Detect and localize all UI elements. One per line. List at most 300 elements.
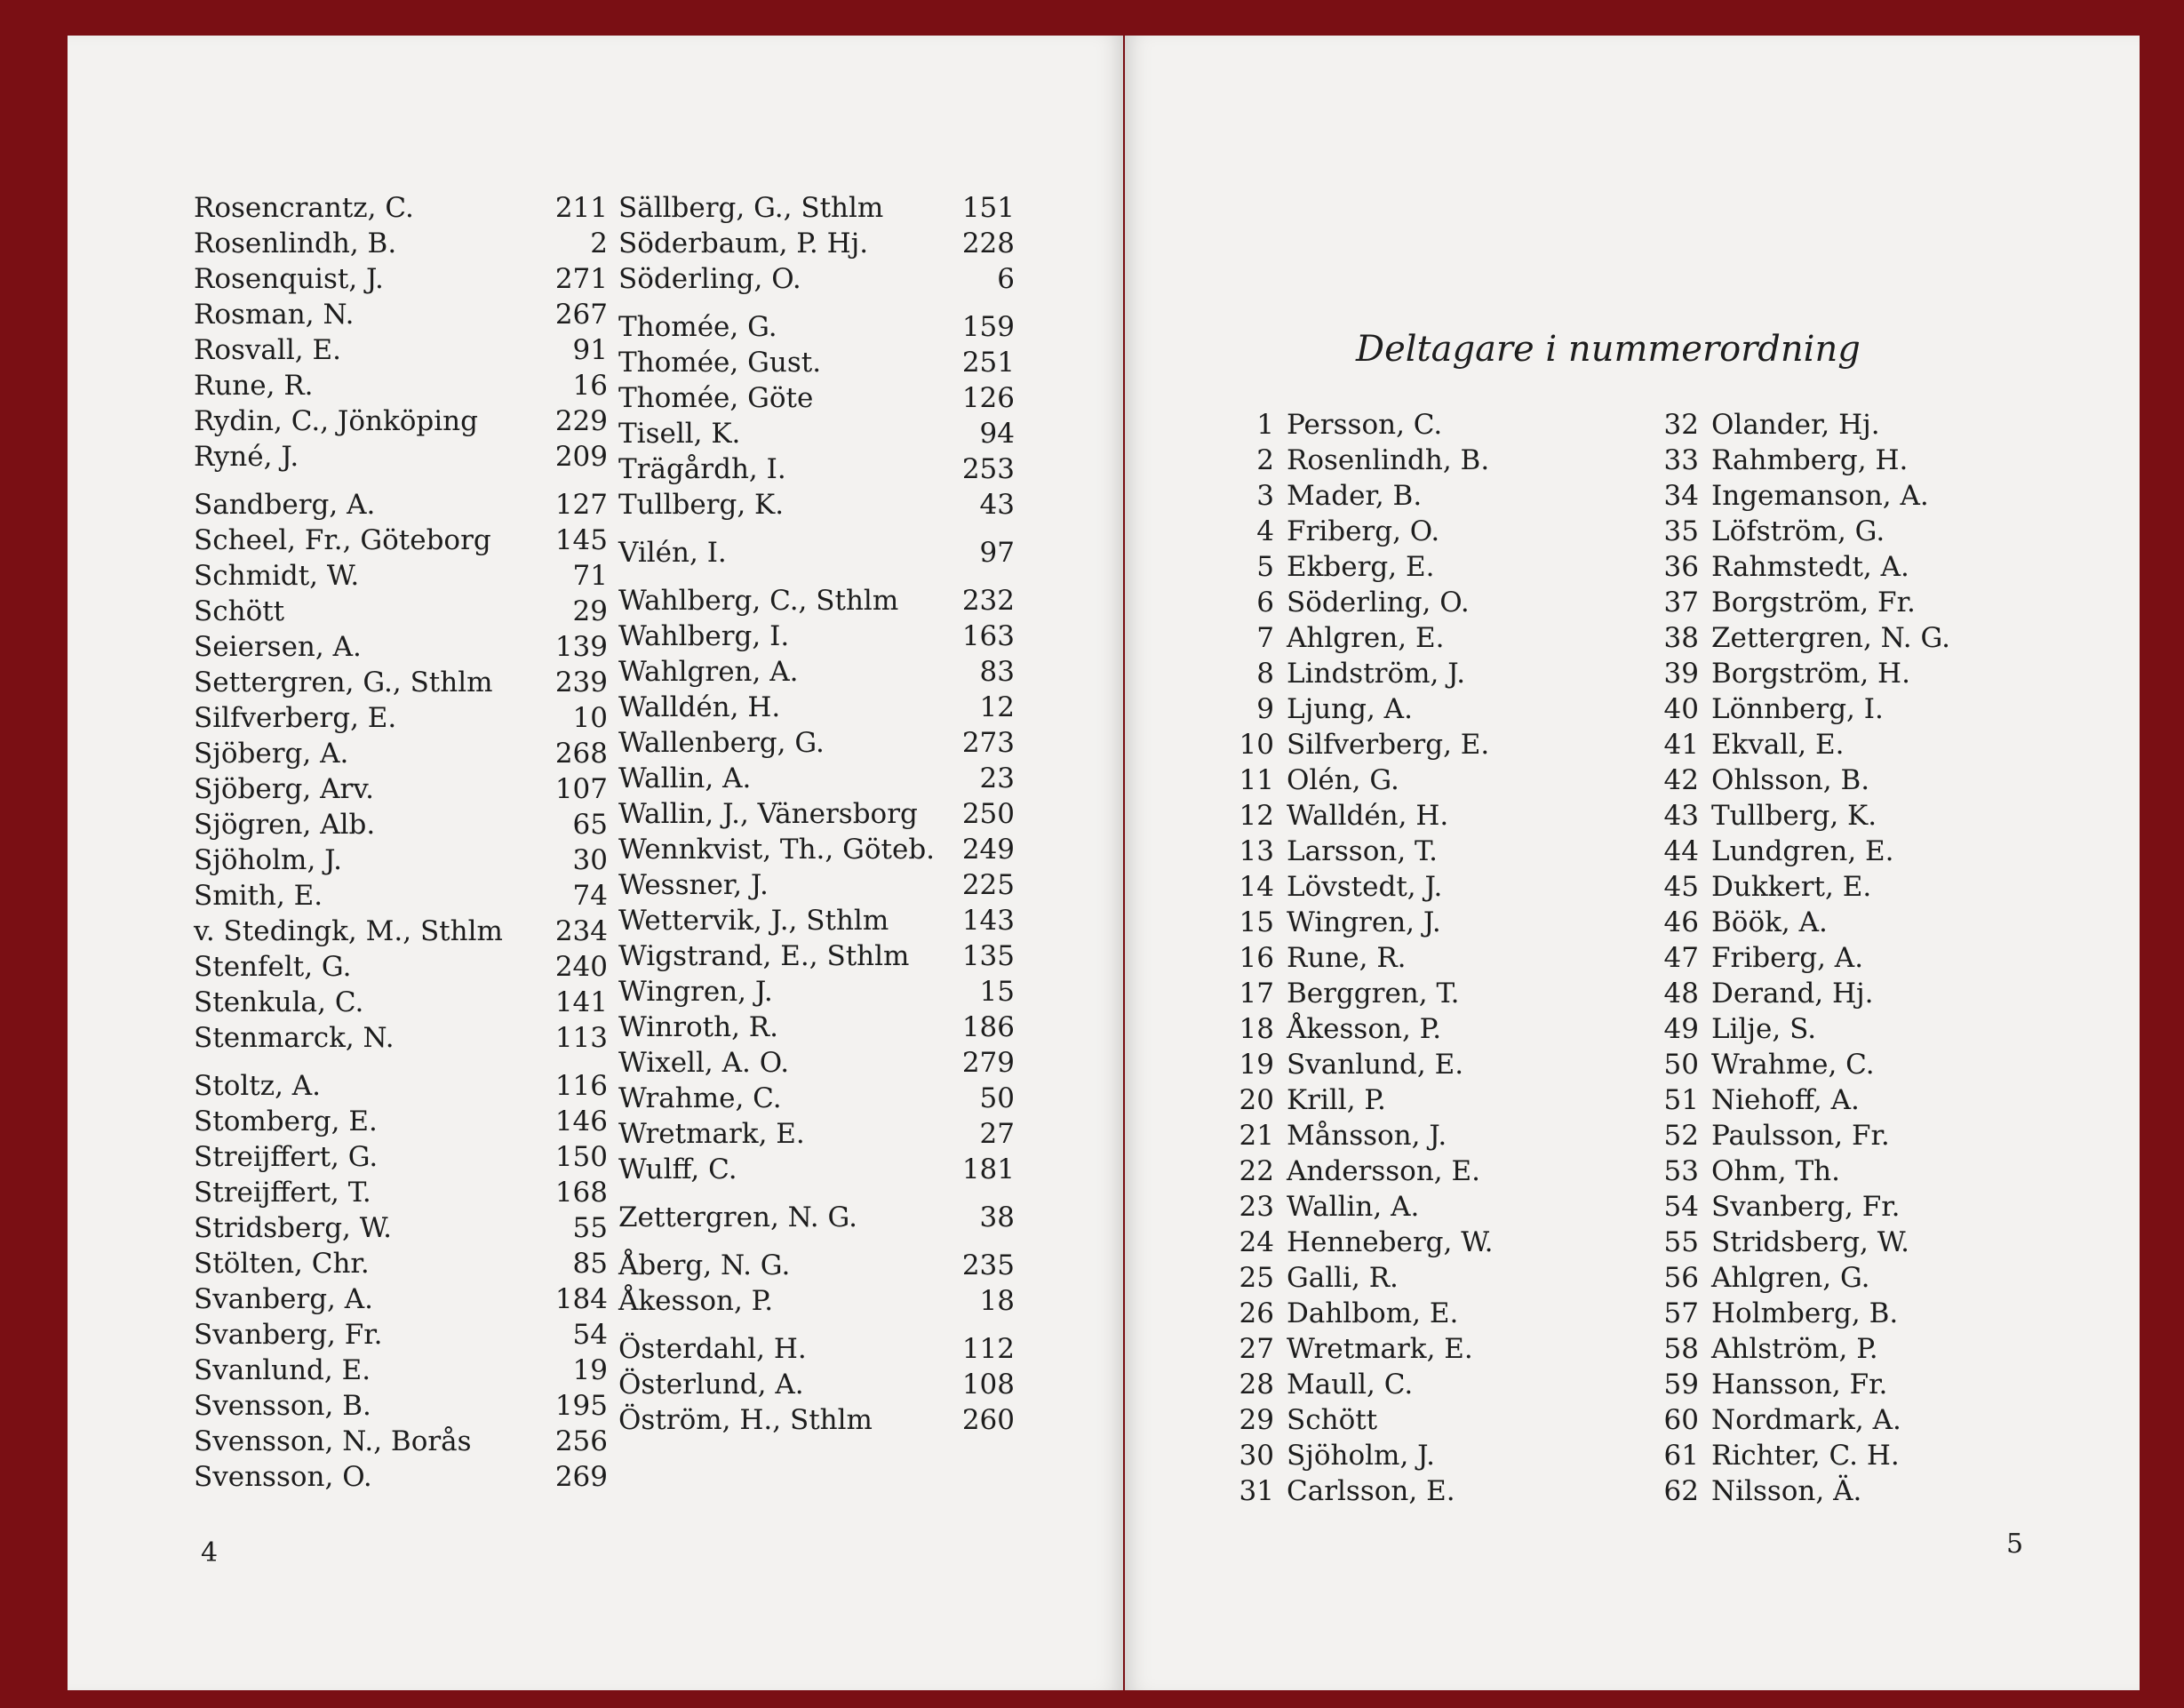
participant-number: 32 [1663,409,1699,441]
entry-number: 251 [961,347,1015,379]
index-entry [194,949,608,985]
participant-number: 19 [1239,1049,1274,1081]
entry-name: v. Stedingk, M., Sthlm [194,915,503,947]
index-entry [194,1175,608,1210]
entry-number: 249 [961,834,1015,866]
entry-name: Wrahme, C. [618,1082,782,1114]
participant-entry [1647,1082,2038,1118]
entry-number: 267 [554,299,608,331]
index-entry [618,416,1015,451]
index-entry [618,796,1015,832]
participant-number: 2 [1256,444,1274,476]
entry-number: 186 [961,1011,1015,1043]
participant-number: 13 [1239,835,1274,867]
entry-name: Thomée, Gust. [618,347,822,379]
entry-name: Rune, R. [194,370,314,402]
participant-entry [1647,727,2038,762]
entry-name: Åberg, N. G. [618,1249,791,1281]
participant-number: 27 [1239,1333,1274,1365]
index-entry [618,654,1015,690]
participant-name: Åkesson, P. [1287,1013,1442,1045]
participant-entry [1223,798,1614,834]
entry-name: Wennkvist, Th., Göteb. [618,834,936,866]
entry-number: 159 [961,311,1015,343]
participant-number: 10 [1239,729,1274,761]
participant-number: 8 [1256,658,1274,690]
participant-number: 60 [1663,1404,1699,1436]
participant-number: 50 [1663,1049,1699,1081]
participant-name: Dukkert, E. [1711,871,1872,903]
index-entry [618,380,1015,416]
entry-number: 273 [961,727,1015,759]
entry-name: Rosencrantz, C. [194,192,414,224]
entry-number: 195 [554,1390,608,1422]
participant-entry [1223,443,1614,478]
entry-name: Sjöberg, Arv. [194,773,374,805]
participant-entry [1223,656,1614,691]
participant-number: 33 [1663,444,1699,476]
participant-entry [1647,1438,2038,1473]
participant-name: Schött [1287,1404,1378,1436]
entry-number: 181 [961,1153,1015,1185]
index-entry [618,1200,1015,1235]
entry-number: 30 [572,844,608,876]
index-entry [618,974,1015,1010]
index-entry [618,535,1015,571]
entry-number: 141 [554,986,608,1018]
participant-entry [1647,549,2038,585]
participant-entry [1223,834,1614,869]
entry-number: 27 [979,1118,1015,1150]
participant-name: Svanberg, Fr. [1711,1191,1901,1223]
index-entry [618,1152,1015,1187]
entry-name: Wretmark, E. [618,1118,805,1150]
participant-name: Niehoff, A. [1711,1084,1860,1116]
entry-name: Sandberg, A. [194,489,376,521]
entry-name: Thomée, Göte [618,382,814,414]
entry-name: Wallin, A. [618,762,752,794]
participant-name: Ahlström, P. [1711,1333,1878,1365]
participant-number: 51 [1663,1084,1699,1116]
index-entry [618,1248,1015,1283]
entry-number: 279 [961,1047,1015,1079]
index-entry [194,1388,608,1424]
participant-name: Friberg, A. [1711,942,1864,974]
participant-number: 43 [1663,800,1699,832]
entry-name: Wigstrand, E., Sthlm [618,940,910,972]
index-entry [618,451,1015,487]
index-entry [618,690,1015,725]
participant-entry [1223,762,1614,798]
participant-name: Lövstedt, J. [1287,871,1443,903]
participant-entry [1223,1296,1614,1331]
entry-number: 12 [979,691,1015,723]
entry-name: Settergren, G., Sthlm [194,666,493,698]
participant-number: 21 [1239,1120,1274,1152]
entry-number: 38 [979,1201,1015,1233]
entry-number: 146 [554,1105,608,1137]
participant-entry [1223,1438,1614,1473]
participant-number: 6 [1256,587,1274,619]
entry-number: 271 [554,263,608,295]
participant-entry [1647,1011,2038,1047]
participant-name: Wrahme, C. [1711,1049,1875,1081]
participant-name: Söderling, O. [1287,587,1470,619]
index-entry [194,771,608,807]
index-entry [618,1367,1015,1402]
participant-entry [1647,1118,2038,1153]
participant-name: Hansson, Fr. [1711,1369,1888,1401]
participant-name: Rune, R. [1287,942,1407,974]
entry-number: 2 [590,227,608,259]
group-spacer [618,1235,1015,1248]
entry-name: Silfverberg, E. [194,702,397,734]
index-entry [194,842,608,878]
participant-entry [1647,1367,2038,1402]
entry-name: Åkesson, P. [618,1285,774,1317]
left-page [68,36,1123,1690]
entry-number: 240 [554,951,608,983]
index-entry [194,403,608,439]
participant-name: Månsson, J. [1287,1120,1447,1152]
index-entry [194,914,608,949]
entry-name: Wahlberg, I. [618,620,790,652]
participant-name: Ahlgren, G. [1711,1262,1870,1294]
entry-number: 139 [554,631,608,663]
index-entry [194,1210,608,1246]
entry-name: Österlund, A. [618,1369,804,1401]
participant-name: Sjöholm, J. [1287,1440,1436,1472]
participant-entry [1647,407,2038,443]
participant-name: Stridsberg, W. [1711,1226,1910,1258]
entry-name: Sjöberg, A. [194,738,349,770]
participant-name: Ohlsson, B. [1711,764,1870,796]
entry-number: 209 [554,441,608,473]
participant-number: 18 [1239,1013,1274,1045]
index-entry [194,1139,608,1175]
index-entry [618,1081,1015,1116]
index-entry [618,619,1015,654]
participant-name: Zettergren, N. G. [1711,622,1951,654]
index-entry [194,297,608,332]
participant-entry [1647,1296,2038,1331]
participant-name: Lundgren, E. [1711,835,1894,867]
index-entry [194,332,608,368]
participant-entry [1223,1331,1614,1367]
entry-number: 29 [572,595,608,627]
participant-name: Carlsson, E. [1287,1475,1455,1507]
participant-name: Henneberg, W. [1287,1226,1494,1258]
right-page [1125,36,2140,1690]
entry-name: Wahlberg, C., Sthlm [618,585,899,617]
index-entry [194,985,608,1020]
entry-number: 268 [554,738,608,770]
entry-number: 126 [961,382,1015,414]
index-entry [194,1281,608,1317]
participant-number: 54 [1663,1191,1699,1223]
index-entry [618,261,1015,297]
participant-name: Galli, R. [1287,1262,1399,1294]
participant-name: Andersson, E. [1287,1155,1480,1187]
participant-number: 36 [1663,551,1699,583]
participant-number: 1 [1256,409,1274,441]
entry-name: Tullberg, K. [618,489,785,521]
participant-number: 58 [1663,1333,1699,1365]
participant-entry [1647,834,2038,869]
participant-name: Maull, C. [1287,1369,1414,1401]
index-entry [194,1317,608,1353]
participant-entry [1223,1225,1614,1260]
participant-name: Ahlgren, E. [1287,622,1445,654]
entry-number: 163 [961,620,1015,652]
participant-name: Derand, Hj. [1711,978,1874,1010]
participant-number: 59 [1663,1369,1699,1401]
entry-number: 235 [961,1249,1015,1281]
index-entry [194,190,608,226]
entry-name: Trägårdh, I. [618,453,786,485]
index-entry [194,1459,608,1495]
participant-name: Holmberg, B. [1711,1297,1899,1329]
entry-number: 97 [979,537,1015,569]
entry-name: Svanberg, Fr. [194,1319,383,1351]
participant-number: 11 [1239,764,1274,796]
index-entry [618,190,1015,226]
participant-entry [1223,1260,1614,1296]
entry-number: 107 [554,773,608,805]
entry-number: 116 [554,1070,608,1102]
participant-number: 20 [1239,1084,1274,1116]
participant-entry [1223,1153,1614,1189]
participant-number: 7 [1256,622,1274,654]
participant-name: Larsson, T. [1287,835,1439,867]
participant-entry [1647,976,2038,1011]
entry-number: 10 [572,702,608,734]
entry-number: 43 [979,489,1015,521]
index-entry [194,700,608,736]
index-entry [194,878,608,914]
entry-name: Wingren, J. [618,976,773,1008]
index-entry [194,594,608,629]
entry-number: 65 [572,809,608,841]
participant-entry [1647,656,2038,691]
participant-number: 62 [1663,1475,1699,1507]
participant-name: Nordmark, A. [1711,1404,1901,1436]
participant-number: 5 [1256,551,1274,583]
index-entry [194,1424,608,1459]
entry-name: Wessner, J. [618,869,769,901]
right-column-2 [1647,407,2038,1509]
entry-name: Svensson, O. [194,1461,372,1493]
participant-entry [1647,1331,2038,1367]
entry-number: 256 [554,1425,608,1457]
participant-entry [1223,905,1614,940]
group-spacer [618,571,1015,583]
participant-entry [1647,1402,2038,1438]
entry-number: 23 [979,762,1015,794]
participant-entry [1223,1473,1614,1509]
participant-number: 61 [1663,1440,1699,1472]
participant-entry [1647,620,2038,656]
entry-number: 50 [979,1082,1015,1114]
entry-name: Stenmarck, N. [194,1022,395,1054]
participant-entry [1647,1473,2038,1509]
participant-entry [1647,1153,2038,1189]
participant-number: 28 [1239,1369,1274,1401]
index-entry [618,761,1015,796]
entry-number: 55 [572,1212,608,1244]
participant-number: 14 [1239,871,1274,903]
page-number-left: 4 [201,1537,219,1568]
entry-name: Österdahl, H. [618,1333,807,1365]
participant-number: 37 [1663,587,1699,619]
participant-entry [1223,585,1614,620]
entry-number: 232 [961,585,1015,617]
entry-name: Söderbaum, P. Hj. [618,227,869,259]
participant-number: 49 [1663,1013,1699,1045]
entry-name: Zettergren, N. G. [618,1201,858,1233]
index-entry [194,1353,608,1388]
participant-name: Persson, C. [1287,409,1443,441]
participant-entry [1647,762,2038,798]
participant-number: 15 [1239,906,1274,938]
participant-entry [1223,478,1614,514]
index-entry [618,583,1015,619]
entry-name: Svanlund, E. [194,1354,371,1386]
index-entry [618,345,1015,380]
entry-number: 229 [554,405,608,437]
participant-entry [1223,407,1614,443]
participant-name: Rahmberg, H. [1711,444,1909,476]
participant-entry [1223,1047,1614,1082]
participant-name: Tullberg, K. [1711,800,1877,832]
participant-entry [1647,1260,2038,1296]
participant-name: Wallin, A. [1287,1191,1420,1223]
index-entry [618,309,1015,345]
participant-name: Friberg, O. [1287,515,1440,547]
entry-name: Stölten, Chr. [194,1248,370,1280]
group-spacer [618,297,1015,309]
entry-number: 112 [961,1333,1015,1365]
index-entry [618,226,1015,261]
participant-name: Borgström, Fr. [1711,587,1916,619]
entry-number: 151 [961,192,1015,224]
participant-entry [1647,443,2038,478]
entry-number: 145 [554,524,608,556]
entry-name: Sjöholm, J. [194,844,343,876]
participant-name: Silfverberg, E. [1287,729,1490,761]
participant-name: Wingren, J. [1287,906,1441,938]
participant-number: 52 [1663,1120,1699,1152]
participant-number: 16 [1239,942,1274,974]
participant-number: 30 [1239,1440,1274,1472]
index-entry [194,487,608,523]
entry-number: 85 [572,1248,608,1280]
index-entry [618,1331,1015,1367]
page-number-right: 5 [2006,1528,2024,1560]
participant-number: 17 [1239,978,1274,1010]
entry-name: Smith, E. [194,880,323,912]
entry-name: Svensson, N., Borås [194,1425,472,1457]
participant-entry [1223,1402,1614,1438]
participant-name: Richter, C. H. [1711,1440,1900,1472]
participant-entry [1647,1047,2038,1082]
participant-number: 12 [1239,800,1274,832]
entry-name: Söderling, O. [618,263,801,295]
entry-name: Wixell, A. O. [618,1047,790,1079]
entry-name: Seiersen, A. [194,631,362,663]
participant-number: 56 [1663,1262,1699,1294]
entry-number: 127 [554,489,608,521]
index-entry [618,1402,1015,1438]
participant-number: 4 [1256,515,1274,547]
participant-name: Löfström, G. [1711,515,1885,547]
entry-name: Streijffert, T. [194,1177,371,1209]
participant-name: Lindström, J. [1287,658,1466,690]
entry-number: 94 [979,418,1015,450]
index-entry [194,439,608,475]
participant-name: Borgström, H. [1711,658,1910,690]
entry-name: Stridsberg, W. [194,1212,393,1244]
participant-entry [1647,1225,2038,1260]
participant-number: 46 [1663,906,1699,938]
participant-entry [1647,691,2038,727]
index-entry [194,523,608,558]
index-entry [194,1020,608,1056]
participant-name: Olén, G. [1287,764,1399,796]
entry-number: 108 [961,1369,1015,1401]
participant-entry [1223,940,1614,976]
participant-number: 26 [1239,1297,1274,1329]
entry-name: Streijffert, G. [194,1141,379,1173]
entry-number: 269 [554,1461,608,1493]
participant-number: 41 [1663,729,1699,761]
entry-number: 260 [961,1404,1015,1436]
participant-number: 23 [1239,1191,1274,1223]
participant-number: 34 [1663,480,1699,512]
participant-name: Berggren, T. [1287,978,1460,1010]
index-entry [194,261,608,297]
participant-name: Ljung, A. [1287,693,1413,725]
entry-name: Stenfelt, G. [194,951,352,983]
participant-entry [1223,727,1614,762]
entry-number: 91 [572,334,608,366]
group-spacer [618,523,1015,535]
participant-entry [1223,1118,1614,1153]
participant-entry [1647,940,2038,976]
index-entry [194,1246,608,1281]
participant-entry [1223,869,1614,905]
participant-entry [1223,1367,1614,1402]
index-entry [194,665,608,700]
participant-name: Krill, P. [1287,1084,1386,1116]
index-entry [618,725,1015,761]
index-entry [618,1283,1015,1319]
left-column-2 [618,190,1015,1438]
entry-name: Stoltz, A. [194,1070,322,1102]
participant-entry [1223,620,1614,656]
entry-number: 184 [554,1283,608,1315]
participant-entry [1647,798,2038,834]
entry-name: Thomée, G. [618,311,777,343]
entry-name: Schmidt, W. [194,560,360,592]
index-entry [194,807,608,842]
participant-name: Dahlbom, E. [1287,1297,1459,1329]
participant-name: Rosenlindh, B. [1287,444,1490,476]
participant-name: Böök, A. [1711,906,1828,938]
index-entry [618,1116,1015,1152]
participant-number: 42 [1663,764,1699,796]
entry-number: 18 [979,1285,1015,1317]
